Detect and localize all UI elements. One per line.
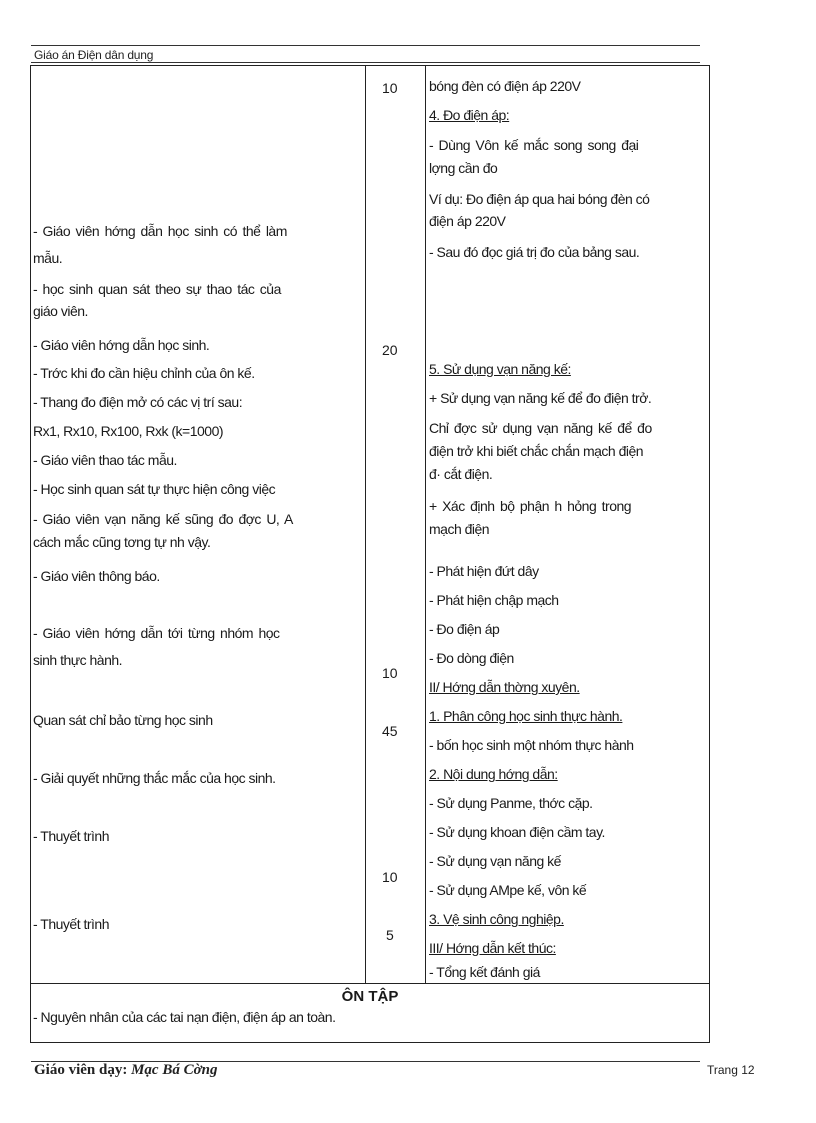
content-line: - Sử dụng khoan điện cầm tay. [429, 824, 605, 840]
activity-line: - Giáo viên hớng dẫn học sinh có thể làm [33, 223, 287, 239]
content-line: + Xác định bộ phận h hỏng trong [429, 498, 632, 514]
content-line: - Sau đó đọc giá trị đo của bảng sau. [429, 244, 640, 260]
content-line: điện trở khi biết chắc chắn mạch điện [429, 443, 644, 459]
content-line: - Phát hiện chập mạch [429, 592, 559, 608]
content-line: điện áp 220V [429, 213, 506, 229]
review-title: ÔN TẬP [341, 988, 399, 1005]
activity-line: sinh thực hành. [33, 652, 123, 668]
content-line: bóng đèn có điện áp 220V [429, 78, 581, 94]
activity-line: mẫu. [33, 250, 63, 266]
content-line: Chỉ đợc sử dụng vạn năng kế để đo [429, 420, 652, 436]
activity-line: - Giáo viên vạn năng kế sũng đo đợc U, A [33, 511, 293, 527]
time-value: 10 [382, 665, 398, 681]
content-line: lợng cần đo [429, 160, 498, 176]
column-divider-1 [365, 66, 366, 983]
activity-line: giáo viên. [33, 303, 88, 319]
review-section [30, 983, 710, 1043]
activity-line: Quan sát chỉ bảo từng học sinh [33, 712, 213, 728]
document-header: Giáo án Điện dân dụng [34, 48, 154, 62]
time-value: 10 [382, 80, 398, 96]
content-heading: III/ Hớng dẫn kết thúc: [429, 940, 556, 956]
activity-line: - Giáo viên thông báo. [33, 568, 160, 584]
activity-line: - Thuyết trình [33, 916, 110, 932]
lesson-table [30, 65, 710, 984]
time-value: 45 [382, 723, 398, 739]
content-heading: 4. Đo điện áp: [429, 107, 510, 123]
column-divider-2 [425, 66, 426, 983]
content-line: - Sử dụng Panme, thớc cặp. [429, 795, 593, 811]
page-number: Trang 12 [707, 1063, 755, 1077]
content-line: - Sử dụng AMpe kế, vôn kế [429, 882, 587, 898]
activity-line: Rx1, Rx10, Rx100, Rxk (k=1000) [33, 423, 224, 439]
content-line: - Đo dòng điện [429, 650, 514, 666]
footer-teacher-label: Giáo viên dạy: [34, 1062, 132, 1078]
activity-line: - Thuyết trình [33, 828, 110, 844]
activity-line: - học sinh quan sát theo sự thao tác của [33, 281, 281, 297]
header-rule-top [31, 45, 700, 46]
activity-line: - Trớc khi đo cần hiệu chỉnh của ôn kế. [33, 365, 255, 381]
content-line: Ví dụ: Đo điện áp qua hai bóng đèn có [429, 191, 650, 207]
content-heading: 1. Phân công học sinh thực hành. [429, 708, 623, 724]
activity-line: - Học sinh quan sát tự thực hiện công việc [33, 481, 276, 497]
content-heading: 5. Sử dụng vạn năng kế: [429, 361, 571, 377]
activity-line: - Giáo viên hớng dẫn tới từng nhóm học [33, 625, 280, 641]
content-line: - bốn học sinh một nhóm thực hành [429, 737, 634, 753]
content-line: + Sử dụng vạn năng kế để đo điện trở. [429, 390, 652, 406]
content-heading: 2. Nội dung hớng dẫn: [429, 766, 558, 782]
content-line: - Tổng kết đánh giá [429, 964, 540, 980]
content-line: - Dùng Vôn kế mắc song song đại [429, 137, 639, 153]
content-line: - Đo điện áp [429, 621, 500, 637]
time-value: 20 [382, 342, 398, 358]
content-line: mạch điện [429, 521, 490, 537]
activity-line: - Thang đo điện mở có các vị trí sau: [33, 394, 243, 410]
content-line: - Sử dụng vạn năng kế [429, 853, 561, 869]
content-heading: 3. Vệ sinh công nghiệp. [429, 911, 564, 927]
review-line: - Nguyên nhân của các tai nạn điện, điện áp an toàn. [33, 1009, 336, 1025]
activity-line: - Giáo viên thao tác mẫu. [33, 452, 177, 468]
header-rule-bottom [31, 62, 700, 63]
time-value: 5 [386, 927, 394, 943]
activity-line: - Giáo viên hớng dẫn học sinh. [33, 337, 210, 353]
time-value: 10 [382, 869, 398, 885]
content-heading: II/ Hớng dẫn thờng xuyên. [429, 679, 580, 695]
footer-teacher [34, 1062, 218, 1079]
content-line: đ· cắt điện. [429, 466, 493, 482]
activity-line: - Giải quyết những thắc mắc của học sinh. [33, 770, 276, 786]
activity-line: cách mắc cũng tơng tự nh vậy. [33, 534, 211, 550]
footer-teacher-name: Mạc Bá Cờng [131, 1062, 218, 1078]
content-line: - Phát hiện đứt dây [429, 563, 539, 579]
